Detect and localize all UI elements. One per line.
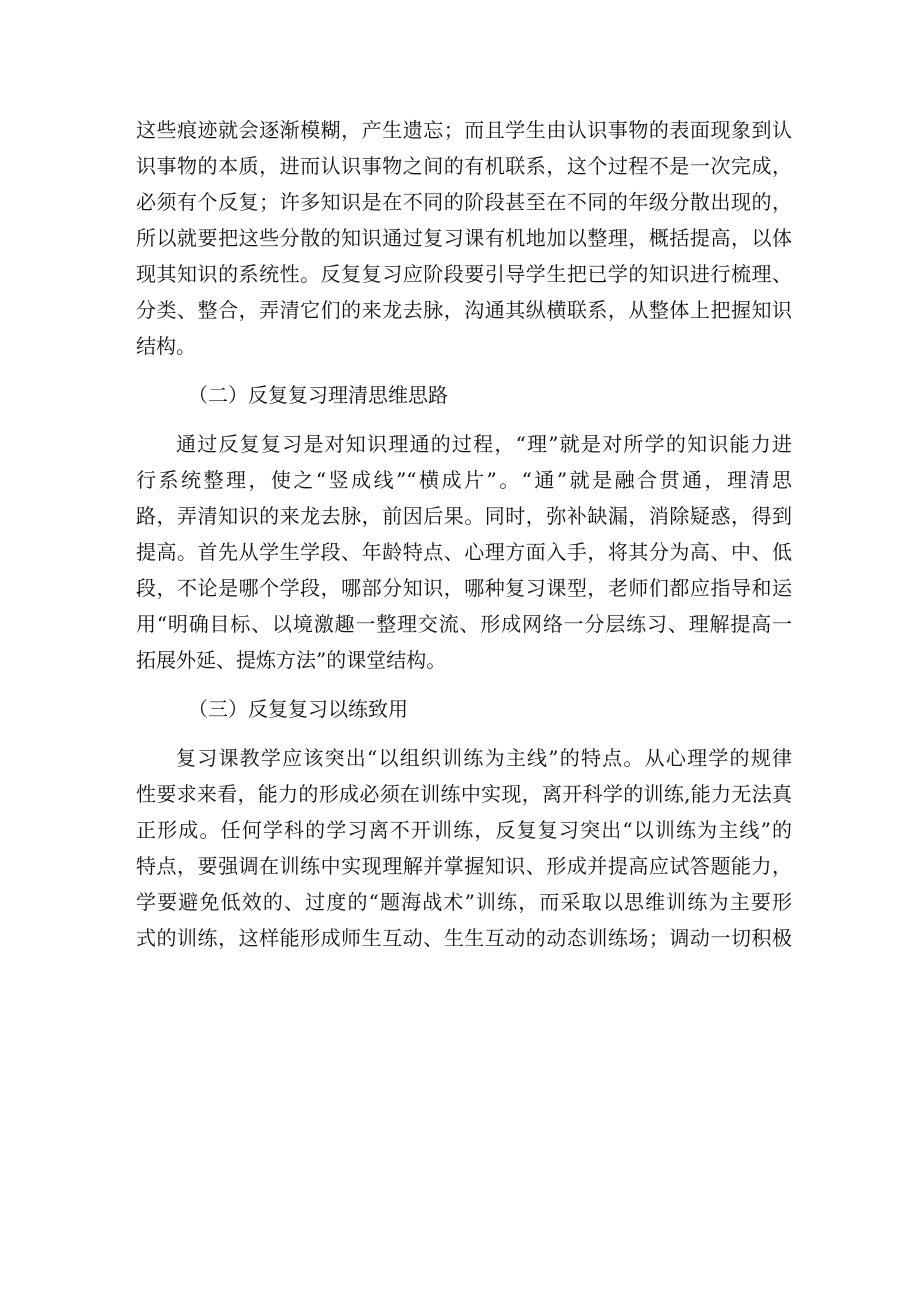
paragraph-gap <box>136 413 792 426</box>
text-line: 现其知识的系统性。反复复习应阶段要引导学生把已学的知识进行梳理、 <box>136 262 792 286</box>
text-line: 结构。 <box>136 334 196 358</box>
paragraph-gap <box>136 364 792 377</box>
paragraph-gap <box>136 727 792 740</box>
paragraph <box>136 740 792 956</box>
text-line: 提高。首先从学生学段、年龄特点、心理方面入手，将其分为高、中、低 <box>136 540 792 564</box>
paragraph <box>136 426 792 678</box>
text-line: 必须有个反复；许多知识是在不同的阶段甚至在不同的年级分散出现的， <box>136 190 792 214</box>
text-line: 路，弄清知识的来龙去脉，前因后果。同时，弥补缺漏，消除疑惑，得到 <box>136 504 792 528</box>
text-line: 特点，要强调在训练中实现理解并掌握知识、形成并提高应试答题能力， <box>136 854 792 878</box>
text-line: 学要避免低效的、过度的“题海战术”训练，而采取以思维训练为主要形 <box>136 890 792 914</box>
text-line: 识事物的本质，进而认识事物之间的有机联系，这个过程不是一次完成， <box>136 154 792 178</box>
text-line: 复习课教学应该突出“以组织训练为主线”的特点。从心理学的规律 <box>176 746 792 770</box>
text-line: 式的训练，这样能形成师生互动、生生互动的动态训练场；调动一切积极 <box>136 926 792 950</box>
heading-text: （二）反复复习理清思维思路 <box>188 383 448 407</box>
text-line: 通过反复复习是对知识理通的过程，“理”就是对所学的知识能力进 <box>176 432 792 456</box>
section-heading <box>136 377 792 413</box>
text-line: 行系统整理，使之“竖成线”“横成片”。“通”就是融合贯通，理清思 <box>136 468 792 492</box>
paragraph <box>136 112 792 364</box>
section-heading <box>136 691 792 727</box>
text-line: 用“明确目标、以境激趣一整理交流、形成网络一分层练习、理解提高一 <box>136 612 792 636</box>
text-line: 这些痕迹就会逐渐模糊，产生遗忘；而且学生由认识事物的表面现象到认 <box>136 118 792 142</box>
text-line: 拓展外延、提炼方法”的课堂结构。 <box>136 648 447 672</box>
heading-text: （三）反复复习以练致用 <box>188 697 408 721</box>
text-line: 段，不论是哪个学段，哪部分知识，哪种复习课型，老师们都应指导和运 <box>136 576 792 600</box>
text-line: 所以就要把这些分散的知识通过复习课有机地加以整理，概括提高，以体 <box>136 226 792 250</box>
paragraph-gap <box>136 678 792 691</box>
text-line: 正形成。任何学科的学习离不开训练，反复复习突出“以训练为主线”的 <box>136 818 792 842</box>
text-line: 分类、整合，弄清它们的来龙去脉，沟通其纵横联系，从整体上把握知识 <box>136 298 792 322</box>
text-line: 性要求来看，能力的形成必须在训练中实现，离开科学的训练,能力无法真 <box>136 782 792 806</box>
document-body <box>136 112 792 956</box>
